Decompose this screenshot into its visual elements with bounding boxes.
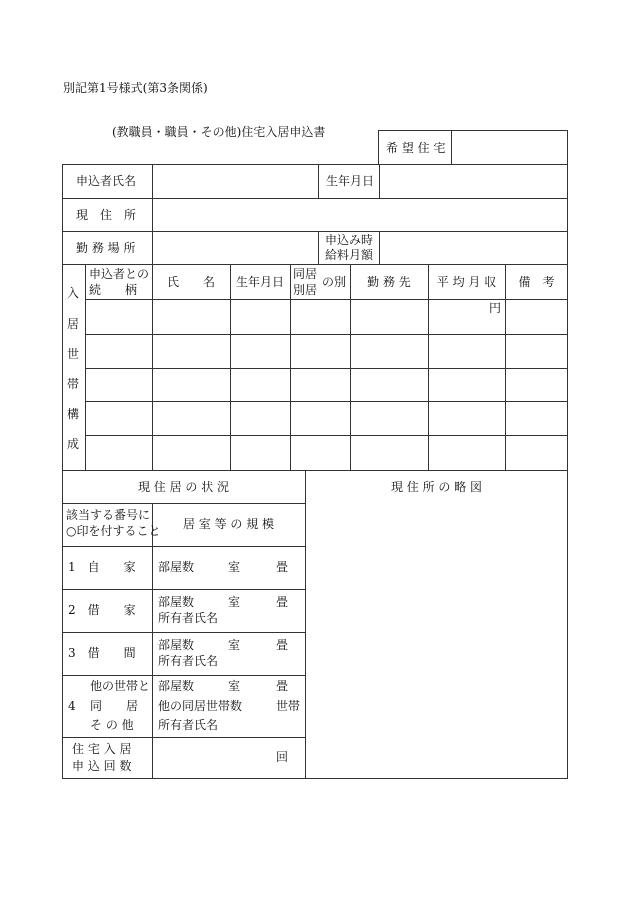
yen-unit: 円	[489, 301, 502, 315]
shitsu-unit: 室	[228, 638, 241, 652]
salary-field[interactable]	[380, 232, 567, 264]
option-rented-room[interactable]: 3 借 間	[68, 646, 136, 660]
household-side-label-2: 居	[67, 317, 80, 331]
household-side-label-6: 成	[67, 437, 80, 451]
option-cohabit-number[interactable]: 4	[68, 699, 76, 713]
option-cohabit-line1: 他の世帯と	[90, 679, 151, 693]
option-cohabit-line2: 同 居	[90, 699, 139, 713]
other-households-label: 他の同居世帯数	[158, 699, 243, 713]
col-income: 平 均 月 収	[436, 275, 497, 289]
address-map-area[interactable]	[306, 504, 567, 778]
rooms-label: 部屋数	[158, 595, 195, 609]
col-cohabit-b: 別居	[293, 283, 318, 297]
col-notes: 備 考	[518, 275, 555, 289]
salary-label-line1: 申込み時	[325, 233, 374, 247]
workplace-label: 勤 務 場 所	[76, 241, 136, 255]
application-count-label-line2: 申 込 回 数	[72, 759, 132, 773]
jo-unit: 畳	[276, 595, 289, 609]
owner-name-label: 所有者氏名	[158, 611, 219, 625]
desired-housing-label: 希 望 住 宅	[386, 141, 446, 155]
setai-unit: 世帯	[276, 699, 301, 713]
address-field[interactable]	[153, 199, 567, 231]
form-number: 別記第1号様式(第3条関係)	[63, 81, 208, 95]
household-side-label-3: 世	[67, 347, 80, 361]
workplace-field[interactable]	[153, 232, 317, 264]
shitsu-unit: 室	[228, 595, 241, 609]
household-side-label-5: 構	[67, 407, 80, 421]
mark-instruction-line2: ○印を付すること	[66, 524, 161, 538]
col-relation-line2: 続 柄	[89, 283, 138, 297]
birth-date-field[interactable]	[380, 165, 567, 198]
col-name: 氏 名	[166, 275, 215, 289]
salary-label-line2: 給料月額	[325, 248, 374, 262]
rooms-label: 部屋数	[158, 638, 195, 652]
room-size-header: 居 室 等 の 規 模	[182, 517, 275, 531]
mark-instruction-line1: 該当する番号に	[66, 508, 151, 522]
shitsu-unit: 室	[228, 679, 241, 693]
household-side-label-4: 帯	[67, 377, 80, 391]
applicant-name-field[interactable]	[153, 165, 317, 198]
jo-unit: 畳	[276, 679, 289, 693]
jo-unit: 畳	[276, 638, 289, 652]
desired-housing-field[interactable]	[452, 131, 567, 164]
option-own-house[interactable]: 1 自 家	[68, 560, 136, 574]
form-title: (教職員・職員・その他)住宅入居申込書	[112, 125, 326, 139]
household-side-label-1: 入	[67, 286, 80, 300]
jo-unit: 畳	[276, 560, 289, 574]
birth-date-label: 生年月日	[326, 174, 375, 188]
option-rented-house[interactable]: 2 借 家	[68, 603, 136, 617]
col-birth: 生年月日	[235, 275, 284, 289]
application-count-label-line1: 住 宅 入 居	[72, 742, 132, 756]
applicant-name-label: 申込者氏名	[76, 174, 137, 188]
address-map-title: 現 住 所 の 略 図	[390, 480, 483, 494]
residence-status-title: 現 住 居 の 状 況	[137, 480, 230, 494]
rooms-label: 部屋数	[158, 560, 195, 574]
option-cohabit-line3: そ の 他	[90, 718, 134, 732]
col-workplace: 勤 務 先	[367, 275, 411, 289]
col-cohabit-c: の別	[322, 275, 347, 289]
shitsu-unit: 室	[228, 560, 241, 574]
owner-name-label: 所有者氏名	[158, 654, 219, 668]
kai-unit: 回	[276, 750, 289, 764]
owner-name-label: 所有者氏名	[158, 718, 219, 732]
col-cohabit-a: 同居	[293, 267, 318, 281]
rooms-label: 部屋数	[158, 679, 195, 693]
address-label: 現 住 所	[76, 208, 137, 222]
col-relation-line1: 申込者との	[89, 267, 150, 281]
